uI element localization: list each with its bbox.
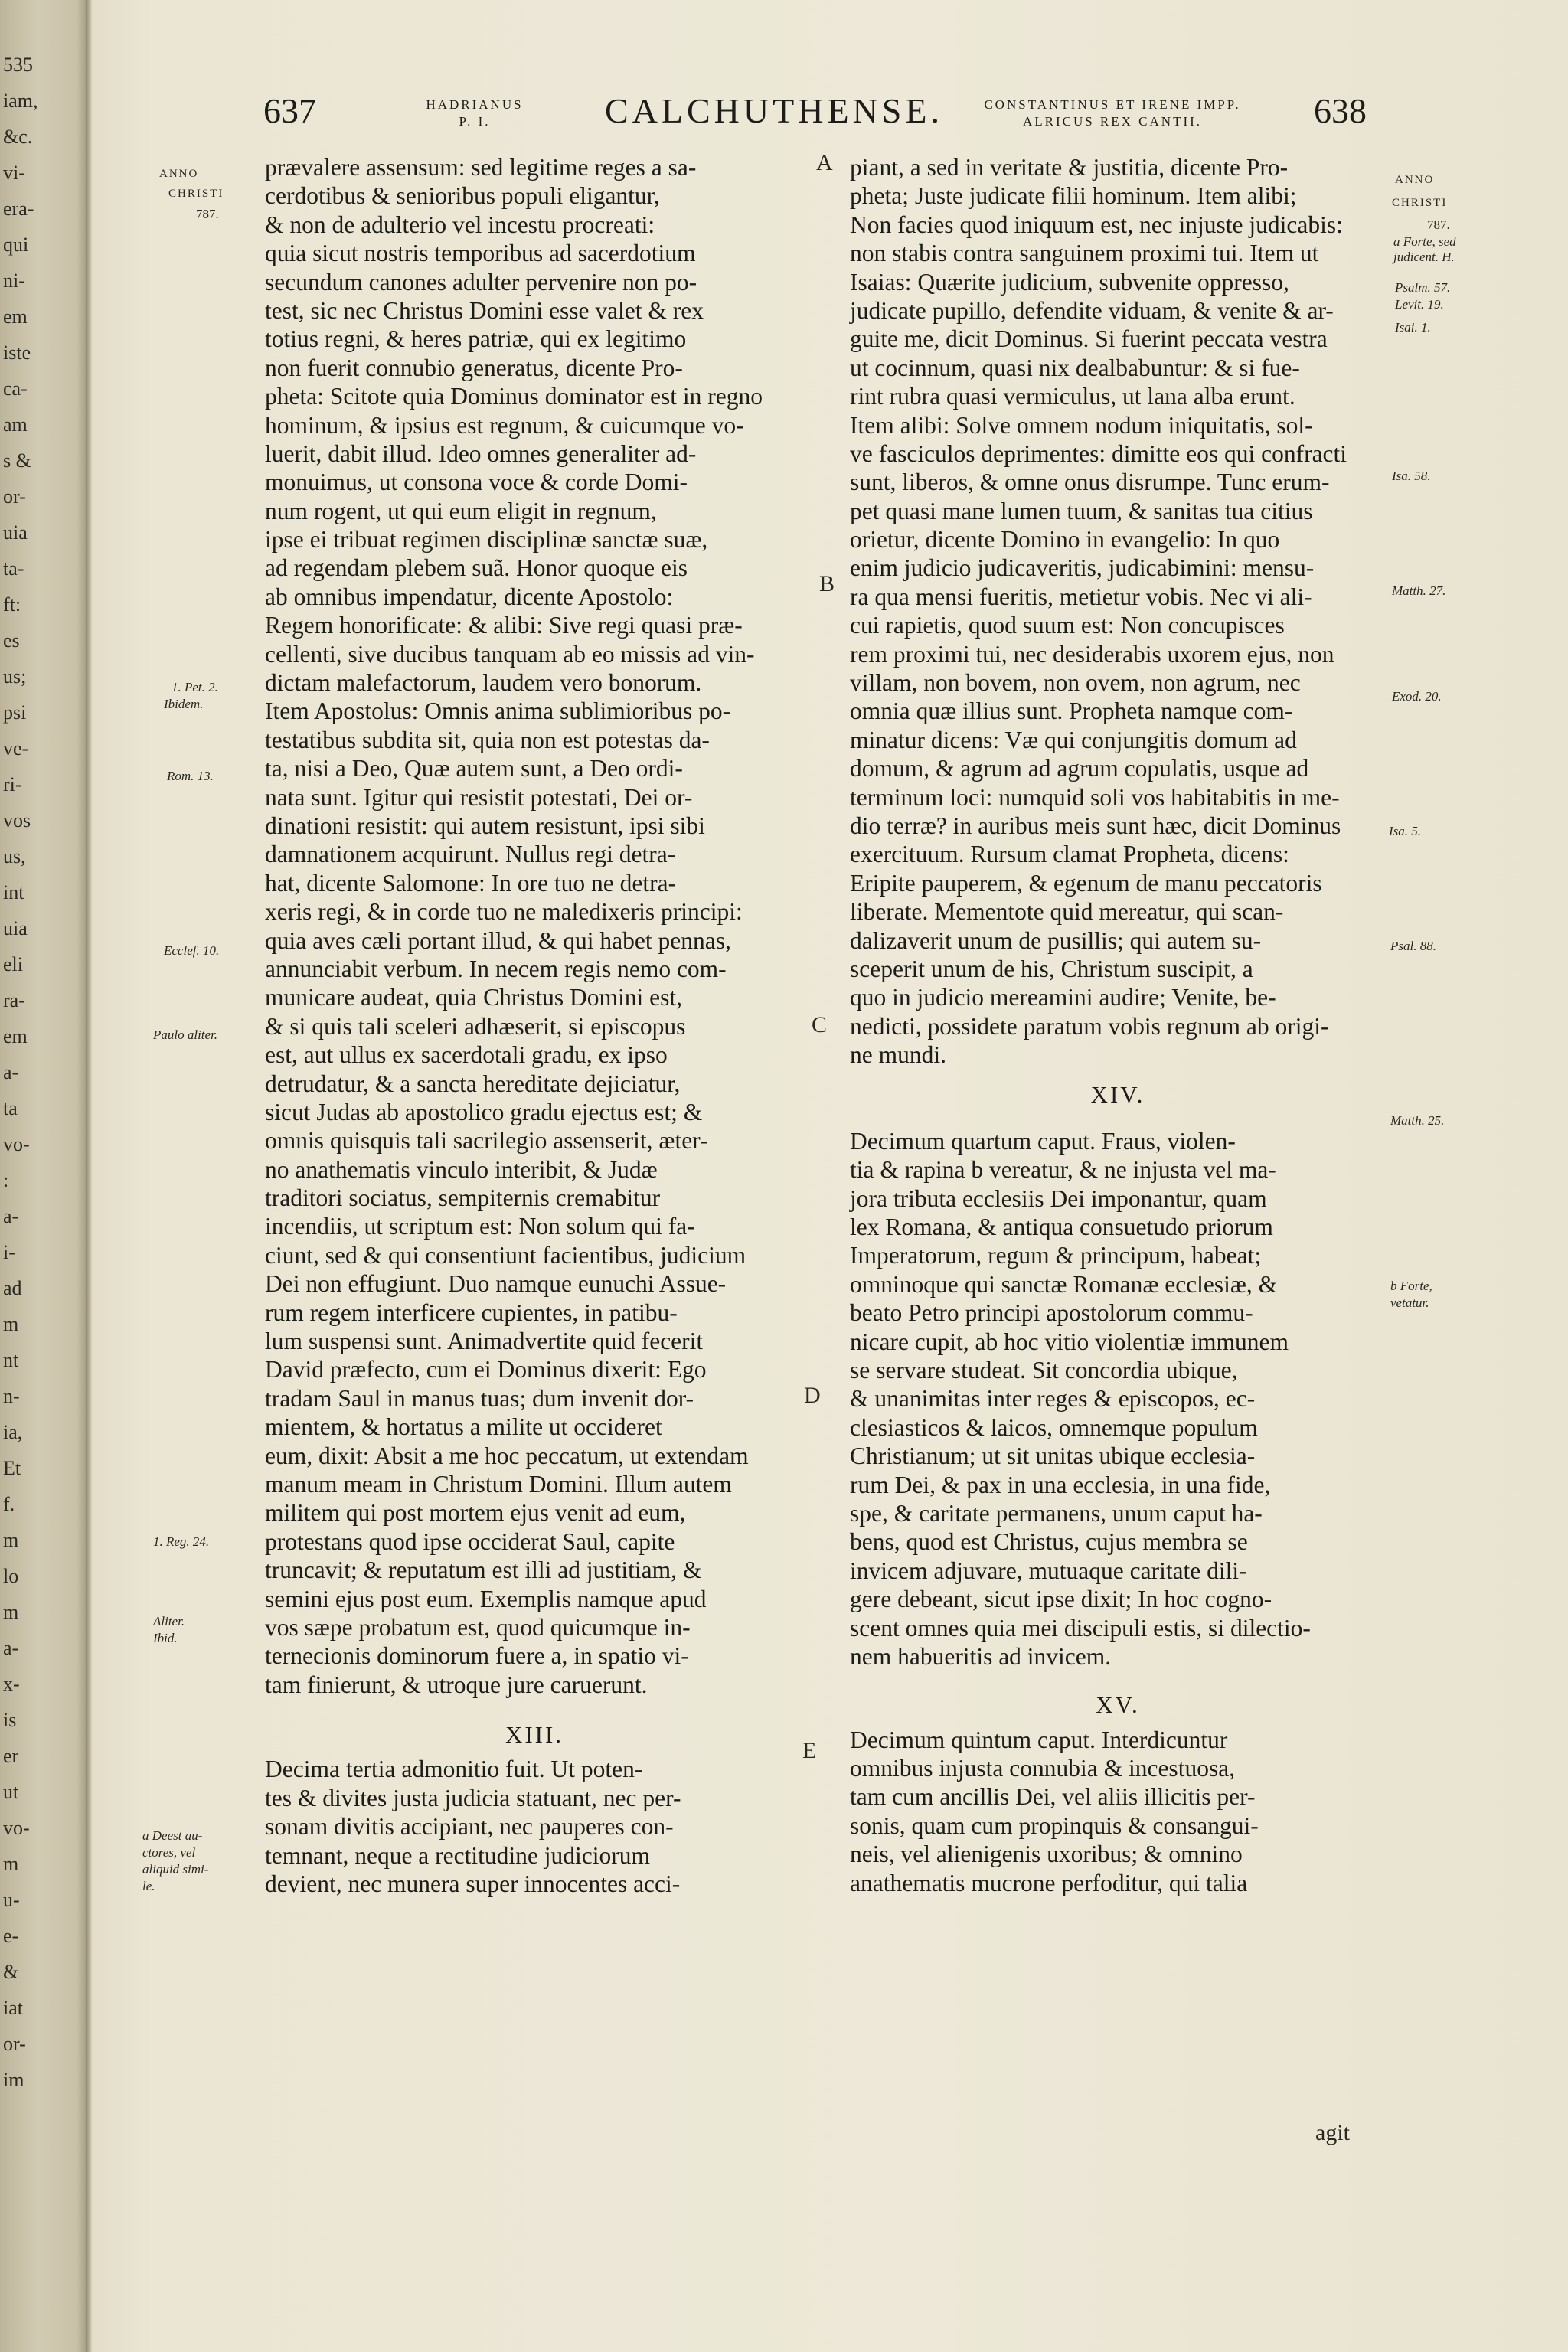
text-line: ve fasciculos deprimentes: dimitte eos qui confracti — [850, 439, 1348, 467]
text-line: dalizaverit unum de pusillis; qui autem su- — [850, 926, 1262, 954]
text-line: Item alibi: Solve omnem nodum iniquitatis, sol- — [850, 411, 1313, 439]
text-line: semini ejus post eum. Exemplis namque apud — [265, 1585, 707, 1612]
running-head-line: CONSTANTINUS ET IRENE IMPP. — [984, 97, 1241, 112]
gutter-fragment: Et — [3, 1457, 21, 1479]
gutter-fragment: em — [3, 305, 28, 328]
gutter-fragment: nt — [3, 1349, 19, 1371]
margin-note: Matth. 27. — [1392, 583, 1446, 598]
gutter-fragment: f. — [3, 1493, 15, 1515]
text-line: est, aut ullus ex sacerdotali gradu, ex ipso — [265, 1041, 668, 1069]
text-line: totius regni, & heres patriæ, qui ex legitimo — [265, 325, 687, 353]
text-line: tia & rapina b vereatur, & ne injusta vel ma- — [850, 1156, 1276, 1184]
gutter-fragment: 535 — [3, 54, 33, 76]
gutter-fragment: em — [3, 1025, 28, 1047]
margin-note: Isa. 58. — [1392, 469, 1431, 483]
margin-note: Psal. 88. — [1390, 939, 1436, 953]
gutter-fragment: vos — [3, 809, 31, 831]
margin-note: Levit. 19. — [1395, 297, 1444, 312]
section-letter: B — [819, 571, 835, 596]
text-line: nata sunt. Igitur qui resistit potestati, Dei or- — [265, 783, 693, 811]
gutter-fragment: ca- — [3, 377, 28, 400]
text-line: annunciabit verbum. In necem regis nemo com- — [265, 955, 727, 982]
text-line: eum, dixit: Absit a me hoc peccatum, ut extendam — [265, 1442, 749, 1469]
gutter-fragment: ra- — [3, 989, 25, 1011]
page-title: CALCHUTHENSE. — [605, 91, 943, 130]
margin-note: Aliter. — [153, 1614, 185, 1628]
gutter-fragment: us; — [3, 665, 27, 688]
text-line: rum regem interficere cupientes, in patibu- — [265, 1298, 678, 1326]
text-line: villam, non bovem, non ovem, non agrum, nec — [850, 669, 1301, 697]
gutter-fragment: uia — [3, 521, 28, 544]
text-line: manum meam in Christum Domini. Illum autem — [265, 1470, 732, 1498]
gutter-fragment: ad — [3, 1277, 22, 1299]
text-line: dio terræ? in auribus meis sunt hæc, dicit Dominus — [850, 812, 1341, 839]
text-line: & si quis tali sceleri adhæserit, si episcopus — [265, 1012, 686, 1040]
gutter-fragment: u- — [3, 1889, 20, 1911]
text-line: sonam divitis accipiant, nec pauperes con- — [265, 1813, 674, 1841]
text-line: ab omnibus impendatur, dicente Apostolo: — [265, 583, 674, 610]
text-line: se servare studeat. Sit concordia ubique, — [850, 1357, 1238, 1384]
text-line: sunt, liberos, & omne onus disrumpe. Tunc erum- — [850, 469, 1330, 496]
text-line: prævalere assensum: sed legitime reges a sa- — [265, 154, 697, 181]
text-line: nicare cupit, ab hoc vitio violentiæ immunem — [850, 1328, 1289, 1355]
text-line: nedicti, possidete paratum vobis regnum ab origi- — [850, 1012, 1329, 1040]
right-text-column — [850, 153, 1386, 1897]
text-line: cui rapietis, quod suum est: Non concupisces — [850, 612, 1285, 639]
text-line: hat, dicente Salomone: In ore tuo ne detra- — [265, 869, 677, 897]
text-line: lum suspensi sunt. Animadvertite quid fecerit — [265, 1328, 704, 1355]
text-line: no anathematis vinculo interibit, & Judæ — [265, 1155, 658, 1183]
text-line: Eripite pauperem, & egenum de manu peccatoris — [850, 869, 1322, 897]
gutter-fragment: am — [3, 413, 28, 436]
text-line: luerit, dabit illud. Ideo omnes generaliter ad- — [265, 439, 697, 467]
text-line: num rogent, ut qui eum eligit in regnum, — [265, 497, 657, 524]
text-line: Isaias: Quærite judicium, subvenite oppresso, — [850, 268, 1289, 296]
margin-year: 787. — [196, 207, 219, 221]
gutter-fragment: e- — [3, 1925, 19, 1947]
text-line: rum Dei, & pax in una ecclesia, in una fide, — [850, 1471, 1271, 1498]
gutter-fragment: i- — [3, 1241, 15, 1263]
text-line: detrudatur, & a sancta hereditate dejiciatur, — [265, 1070, 681, 1097]
gutter-fragment: psi — [3, 701, 27, 724]
margin-note: Rom. 13. — [167, 769, 214, 783]
text-line: sicut Judas ab apostolico gradu ejectus est; & — [265, 1098, 703, 1125]
margin-note: b Forte, — [1390, 1279, 1432, 1293]
text-line: quia aves cæli portant illud, & qui habet pennas, — [265, 926, 731, 954]
left-page-number: 637 — [263, 91, 316, 130]
right-running-head — [933, 96, 1292, 130]
margin-note: judicent. H. — [1393, 250, 1455, 264]
section-letter: A — [816, 150, 833, 175]
gutter-fragment: a- — [3, 1205, 19, 1227]
text-line: jora tributa ecclesiis Dei imponantur, quam — [850, 1184, 1267, 1212]
text-line: non stabis contra sanguinem proximi tui. Item ut — [850, 240, 1319, 267]
margin-note: 1. Reg. 24. — [153, 1534, 210, 1549]
text-line: sceperit unum de his, Christum suscipit, a — [850, 955, 1253, 982]
gutter-fragment: a- — [3, 1061, 19, 1083]
text-line: vos sæpe probatum est, quod quicumque in- — [265, 1613, 691, 1641]
text-line: ne mundi. — [850, 1041, 946, 1069]
margin-note: Ibid. — [153, 1631, 178, 1645]
text-line: Decimum quartum caput. Fraus, violen- — [850, 1127, 1236, 1155]
text-line: ternecionis dominorum fuere a, in spatio vi- — [265, 1642, 689, 1670]
text-line: cellenti, sive ducibus tanquam ab eo missis ad vin- — [265, 640, 755, 668]
gutter-fragment: era- — [3, 198, 34, 220]
gutter-fragment: ft: — [3, 593, 21, 616]
text-line: enim judicio judicaveritis, judicabimini: mensu- — [850, 554, 1315, 582]
text-line: ta, nisi a Deo, Quæ autem sunt, a Deo ordi- — [265, 755, 683, 782]
text-line: tam finierunt, & utroque jure caruerunt. — [265, 1671, 648, 1698]
gutter-fragment: n- — [3, 1385, 20, 1407]
text-line: gere debeant, sicut ipse dixit; In hoc cogno- — [850, 1586, 1272, 1613]
text-line: pet quasi mane lumen tuum, & sanitas tua citius — [850, 497, 1313, 524]
text-line: damnationem acquirunt. Nullus regi detra- — [265, 841, 676, 868]
text-line: ra qua mensi fueritis, metietur vobis. Nec vi ali- — [850, 583, 1312, 610]
margin-note: a Forte, sed — [1393, 234, 1456, 249]
text-line: sonis, quam cum propinquis & consangui- — [850, 1811, 1259, 1839]
text-line: militem qui post mortem ejus venit ad eum, — [265, 1499, 686, 1527]
margin-anno: ANNO — [159, 168, 199, 180]
text-line: minatur dicens: Væ qui conjungitis domum ad — [850, 726, 1297, 753]
text-line: hominum, & ipsius est regnum, & cuicumque vo- — [265, 411, 744, 439]
left-text-column — [265, 153, 804, 1898]
text-line: tradam Saul in manus tuas; dum invenit dor- — [265, 1384, 694, 1412]
margin-note: Isa. 5. — [1389, 824, 1422, 838]
text-line: domum, & agrum ad agrum copulatis, usque ad — [850, 755, 1309, 782]
book-spine — [86, 0, 92, 2352]
text-line: exercituum. Rursum clamat Propheta, dicens: — [850, 841, 1289, 868]
running-head-line: HADRIANUS — [426, 97, 524, 112]
margin-note: Exod. 20. — [1392, 689, 1442, 704]
gutter-fragment: or- — [3, 2033, 26, 2055]
section-letter: D — [804, 1383, 821, 1408]
catchword: agit — [1315, 2120, 1350, 2145]
text-line: quia sicut nostris temporibus ad sacerdotium — [265, 240, 696, 267]
gutter-fragment: vo- — [3, 1133, 30, 1155]
text-line: ut cocinnum, quasi nix dealbabuntur: & si fue- — [850, 354, 1300, 381]
text-line: beato Petro principi apostolorum commu- — [850, 1299, 1253, 1327]
text-line: Decimum quintum caput. Interdicuntur — [850, 1726, 1228, 1753]
text-line: pheta; Juste judicate filii hominum. Item alibi; — [850, 182, 1297, 210]
section-letter: C — [812, 1012, 828, 1037]
text-line: neis, vel alienigenis uxoribus; & omnino — [850, 1841, 1243, 1868]
text-line: non fuerit connubio generatus, dicente Pro- — [265, 354, 683, 381]
margin-note: ctores, vel — [142, 1845, 196, 1860]
margin-christi: CHRISTI — [168, 188, 224, 200]
text-line: anathematis mucrone perfoditur, qui talia — [850, 1869, 1248, 1896]
gutter-fragment: &c. — [3, 126, 33, 148]
text-line: tes & divites justa judicia statuant, nec per- — [265, 1784, 681, 1811]
gutter-fragment: & — [3, 1961, 19, 1983]
text-line: spe, & caritate permanens, unum caput ha- — [850, 1499, 1263, 1527]
text-line: Regem honorificate: & alibi: Sive regi quasi præ- — [265, 612, 743, 639]
gutter-fragment: ve- — [3, 737, 29, 760]
text-line: & unanimitas inter reges & episcopos, ec- — [850, 1385, 1256, 1413]
text-line: incendiis, ut scriptum est: Non solum qui fa- — [265, 1213, 695, 1240]
text-line: rint rubra quasi vermiculus, ut lana alba erunt. — [850, 383, 1295, 410]
text-line: truncavit; & reputatum est illi ad justitiam, & — [265, 1557, 702, 1584]
text-line: bens, quod est Christus, cujus membra se — [850, 1528, 1248, 1556]
gutter-fragment: vi- — [3, 162, 25, 184]
gutter-fragment: eli — [3, 953, 23, 975]
gutter-fragment: ta- — [3, 557, 24, 580]
text-line: guite me, dicit Dominus. Si fuerint peccata vestra — [850, 325, 1328, 353]
text-line: David præfecto, cum ei Dominus dixerit: Ego — [265, 1356, 707, 1383]
gutter-fragment: : — [3, 1169, 9, 1191]
text-line: ad regendam plebem suã. Honor quoque eis — [265, 554, 688, 582]
text-line: terminum loci: numquid soli vos habitabitis in me- — [850, 783, 1340, 811]
gutter-fragment: us, — [3, 845, 26, 867]
text-line: protestans quod ipse occiderat Saul, capite — [265, 1527, 675, 1555]
gutter-fragment: vo- — [3, 1817, 30, 1839]
gutter-fragment: iste — [3, 341, 31, 364]
running-head-line: P. I. — [459, 114, 491, 129]
text-line: devient, nec munera super innocentes acci- — [265, 1870, 681, 1898]
margin-note: a Deest au- — [142, 1828, 203, 1843]
margin-note: Matth. 25. — [1390, 1113, 1445, 1128]
gutter-fragment: ni- — [3, 270, 25, 292]
gutter-fragment: qui — [3, 234, 29, 256]
chapter-heading: XIII. — [505, 1721, 564, 1749]
text-line: Decima tertia admonitio fuit. Ut poten- — [265, 1756, 643, 1783]
gutter-fragment: es — [3, 629, 20, 652]
margin-note: Paulo aliter. — [153, 1027, 218, 1042]
gutter-fragment: m — [3, 1853, 19, 1875]
text-line: rem proximi tui, nec desiderabis uxorem ejus, non — [850, 640, 1334, 668]
text-line: dictam malefactorum, laudem vero bonorum. — [265, 669, 702, 697]
margin-year: 787. — [1427, 217, 1450, 232]
text-line: orietur, dicente Domino in evangelio: In quo — [850, 526, 1280, 554]
gutter-fragment: int — [3, 881, 24, 903]
text-line: quo in judicio mereamini audire; Venite, be- — [850, 984, 1276, 1011]
text-line: Non facies quod iniquum est, nec injuste judicabis: — [850, 211, 1343, 238]
left-running-head — [398, 96, 551, 130]
text-line: nem habueritis ad invicem. — [850, 1642, 1112, 1670]
text-line: Imperatorum, regum & principum, habeat; — [850, 1242, 1262, 1269]
text-line: clesiasticos & laicos, omnemque populum — [850, 1413, 1258, 1441]
text-line: piant, a sed in veritate & justitia, dicente Pro- — [850, 154, 1289, 181]
text-line: cerdotibus & senioribus populi eligantur, — [265, 182, 660, 210]
margin-note: Ibidem. — [164, 697, 204, 711]
text-line: mientem, & hortatus a milite ut occideret — [265, 1413, 662, 1441]
text-line: tam cum ancillis Dei, vel aliis illicitis per- — [850, 1783, 1256, 1811]
text-line: secundum canones adulter pervenire non po- — [265, 268, 697, 296]
margin-anno: ANNO — [1395, 174, 1435, 186]
gutter-fragment: ri- — [3, 773, 22, 795]
section-letter: E — [802, 1738, 817, 1763]
text-line: test, sic nec Christus Domini esse valet & rex — [265, 296, 704, 324]
text-line: dinationi resistit: qui autem resistunt, ipsi sibi — [265, 812, 705, 839]
gutter-fragment: m — [3, 1529, 19, 1551]
right-page-number: 638 — [1314, 91, 1367, 130]
text-line: municare audeat, quia Christus Domini est, — [265, 984, 683, 1011]
margin-christi: CHRISTI — [1392, 197, 1448, 209]
text-line: pheta: Scitote quia Dominus dominator est in regno — [265, 383, 763, 410]
text-line: traditori sociatus, sempiternis cremabitur — [265, 1184, 661, 1212]
margin-note: Ecclef. 10. — [164, 943, 220, 958]
margin-note: Isai. 1. — [1395, 320, 1431, 335]
gutter-fragment: ia, — [3, 1421, 23, 1443]
margin-note: le. — [142, 1879, 155, 1893]
text-line: monuimus, ut consona voce & corde Domi- — [265, 469, 688, 496]
gutter-fragment: or- — [3, 485, 26, 508]
gutter-fragment: uia — [3, 917, 28, 939]
margin-note: 1. Pet. 2. — [172, 680, 218, 694]
margin-note: vetatur. — [1390, 1295, 1429, 1310]
gutter-fragment: lo — [3, 1565, 19, 1587]
text-line: lex Romana, & antiqua consuetudo priorum — [850, 1214, 1273, 1241]
gutter-fragment: is — [3, 1709, 17, 1731]
text-line: Dei non effugiunt. Duo namque eunuchi Assue- — [265, 1270, 727, 1298]
gutter-fragment: m — [3, 1601, 19, 1623]
margin-note: Psalm. 57. — [1395, 280, 1451, 295]
text-line: judicate pupillo, defendite viduam, & venite & ar- — [850, 296, 1334, 324]
text-line: & non de adulterio vel incestu procreati: — [265, 211, 655, 238]
text-line: testatibus subdita sit, quia non est potestas da- — [265, 726, 710, 753]
gutter-fragment: iat — [3, 1997, 23, 2019]
gutter-fragment: ta — [3, 1097, 18, 1119]
text-line: ciunt, sed & qui consentiunt facientibus, judicium — [265, 1241, 746, 1269]
chapter-heading: XIV. — [1090, 1080, 1145, 1108]
text-line: omnis quisquis tali sacrilegio assenserit, æter- — [265, 1127, 708, 1155]
gutter-fragment: x- — [3, 1673, 20, 1695]
text-line: temnant, neque a rectitudine judiciorum — [265, 1841, 650, 1869]
text-line: xeris regi, & in corde tuo ne maledixeris principi: — [265, 898, 743, 926]
gutter-fragment: m — [3, 1313, 19, 1335]
margin-note: aliquid simi- — [142, 1862, 209, 1877]
gutter-fragment: er — [3, 1745, 19, 1767]
text-line: omnibus injusta connubia & incestuosa, — [850, 1755, 1236, 1782]
chapter-heading: XV. — [1096, 1691, 1140, 1719]
previous-page-gutter — [0, 0, 86, 2352]
text-line: scent omnes quia mei discipuli estis, si dilectio- — [850, 1614, 1311, 1642]
text-line: invicem adjuvare, mutuaque caritate dili- — [850, 1557, 1247, 1584]
text-line: ipse ei tribuat regimen disciplinæ sanctæ suæ, — [265, 526, 708, 554]
gutter-fragment: ut — [3, 1781, 19, 1803]
gutter-fragment: iam, — [3, 90, 38, 112]
text-line: Christianum; ut sit unitas ubique ecclesia- — [850, 1442, 1256, 1470]
text-line: omninoque qui sanctæ Romanæ ecclesiæ, & — [850, 1270, 1278, 1298]
text-line: liberate. Mementote quid mereatur, qui scan- — [850, 898, 1284, 926]
gutter-fragment: im — [3, 2069, 24, 2091]
gutter-fragment: s & — [3, 449, 31, 472]
text-line: Item Apostolus: Omnis anima sublimioribus po- — [265, 697, 731, 725]
text-line: omnia quæ illius sunt. Propheta namque com- — [850, 697, 1293, 725]
running-head-line: ALRICUS REX CANTII. — [1022, 114, 1203, 129]
gutter-fragment: a- — [3, 1637, 19, 1659]
